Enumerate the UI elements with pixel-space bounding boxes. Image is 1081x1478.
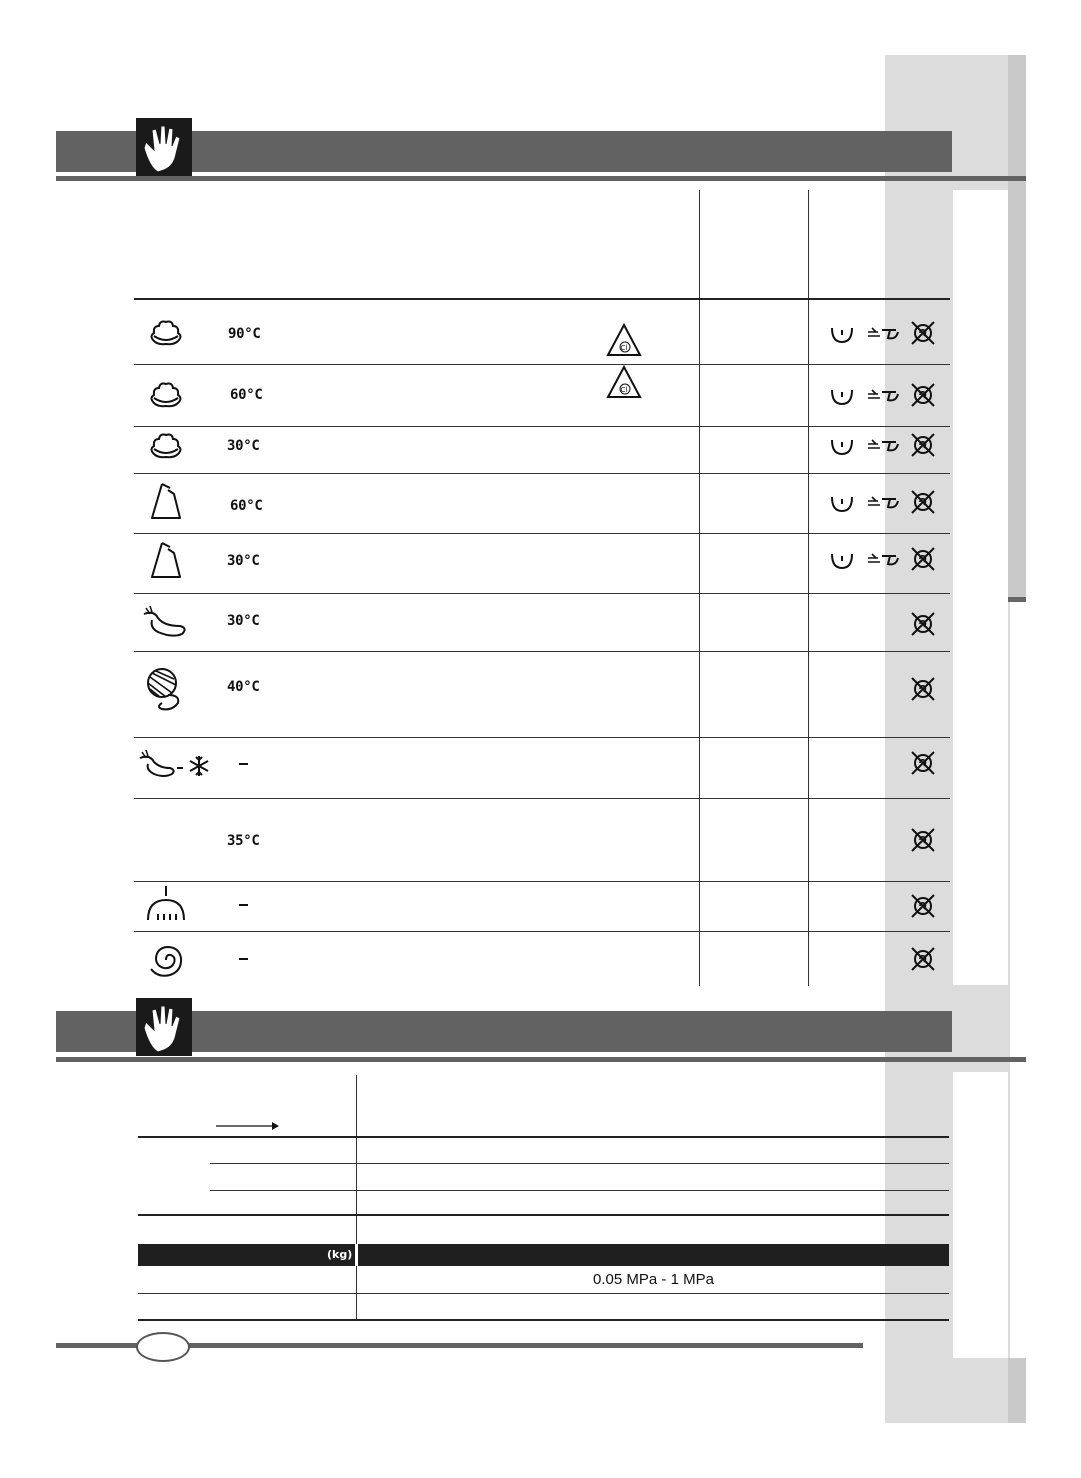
option-icons-row — [830, 320, 940, 348]
spin-icon — [144, 938, 188, 978]
side-panel-edge-lower — [1008, 1358, 1026, 1423]
programme-temperature-dash — [239, 904, 248, 906]
easy-iron-icon — [866, 436, 900, 456]
chlorine-bleach-icon — [606, 365, 642, 399]
side-panel-white-right — [1010, 602, 1026, 1358]
prewash-icon — [830, 386, 854, 406]
rinse-icon — [144, 884, 188, 924]
programme-temperature: 35°C — [227, 833, 260, 849]
row-divider — [134, 881, 950, 882]
svg-text:Cl: Cl — [620, 344, 628, 352]
spec-table-bottom — [138, 1319, 949, 1321]
spec-column-divider — [356, 1075, 357, 1320]
option-icons-row — [830, 546, 940, 574]
hand-icon — [136, 998, 192, 1056]
programme-temperature: 90°C — [228, 326, 261, 342]
table-header-rule — [134, 298, 950, 300]
page-number-badge — [136, 1332, 190, 1362]
capacity-unit: (kg) — [327, 1248, 353, 1261]
programme-temperature-dash — [239, 763, 248, 765]
easy-iron-icon — [866, 324, 900, 344]
option-icons-row — [830, 382, 940, 410]
synthetics-icon — [148, 480, 184, 524]
programme-temperature: 60°C — [230, 498, 263, 514]
easy-iron-icon — [866, 386, 900, 406]
row-divider — [134, 798, 950, 799]
prewash-icon — [830, 550, 854, 570]
chlorine-bleach-icon — [606, 323, 642, 357]
no-spin-icon — [910, 676, 936, 702]
row-divider — [134, 533, 950, 534]
programme-temperature-dash — [239, 958, 248, 960]
delicates-icon — [140, 604, 190, 640]
cotton-icon — [148, 380, 184, 410]
prewash-icon — [830, 436, 854, 456]
no-spin-icon — [910, 382, 936, 408]
programme-temperature: 40°C — [227, 679, 260, 695]
column-divider — [699, 190, 700, 986]
row-divider — [134, 737, 950, 738]
dash-separator — [177, 767, 183, 769]
side-panel-edge — [1008, 55, 1026, 600]
section-header-rule — [56, 1057, 1026, 1062]
programme-temperature: 30°C — [227, 613, 260, 629]
arrow-right-icon — [216, 1120, 280, 1132]
synthetics-icon — [148, 539, 184, 583]
cold-delicates-icon — [136, 748, 186, 780]
easy-iron-icon — [866, 550, 900, 570]
programme-temperature: 30°C — [227, 438, 260, 454]
spec-row-divider — [138, 1136, 949, 1138]
no-spin-icon — [910, 320, 936, 346]
no-spin-icon — [910, 750, 936, 776]
side-panel-white-inner-2 — [953, 1072, 1008, 1358]
row-divider — [134, 426, 950, 427]
no-spin-icon — [910, 489, 936, 515]
spec-capacity-band — [138, 1244, 949, 1266]
spec-row-divider — [138, 1214, 949, 1216]
prewash-icon — [830, 493, 854, 513]
option-icons-row — [830, 489, 940, 517]
hand-icon — [136, 118, 192, 176]
water-pressure-value: 0.05 MPa - 1 MPa — [593, 1271, 714, 1288]
row-divider — [134, 593, 950, 594]
svg-text:Cl: Cl — [620, 386, 628, 394]
no-spin-icon — [910, 546, 936, 572]
wool-icon — [142, 665, 186, 715]
row-divider — [134, 364, 950, 365]
no-spin-icon — [910, 611, 936, 637]
side-panel-white-inner — [953, 190, 1008, 985]
programme-temperature: 30°C — [227, 553, 260, 569]
no-spin-icon — [910, 893, 936, 919]
cotton-icon — [148, 318, 184, 348]
spec-band-divider — [355, 1244, 358, 1266]
prewash-icon — [830, 324, 854, 344]
no-spin-icon — [910, 946, 936, 972]
row-divider — [134, 473, 950, 474]
cotton-icon — [148, 431, 184, 461]
spec-row-divider — [210, 1190, 949, 1191]
easy-iron-icon — [866, 493, 900, 513]
row-divider — [134, 651, 950, 652]
snowflake-icon — [188, 755, 210, 777]
section-header-rule — [56, 176, 1026, 181]
spec-row-divider — [138, 1293, 949, 1294]
spec-row-divider — [210, 1163, 949, 1164]
row-divider — [134, 931, 950, 932]
column-divider — [808, 190, 809, 986]
no-spin-icon — [910, 432, 936, 458]
option-icons-row — [830, 432, 940, 460]
programme-temperature: 60°C — [230, 387, 263, 403]
no-spin-icon — [910, 827, 936, 853]
